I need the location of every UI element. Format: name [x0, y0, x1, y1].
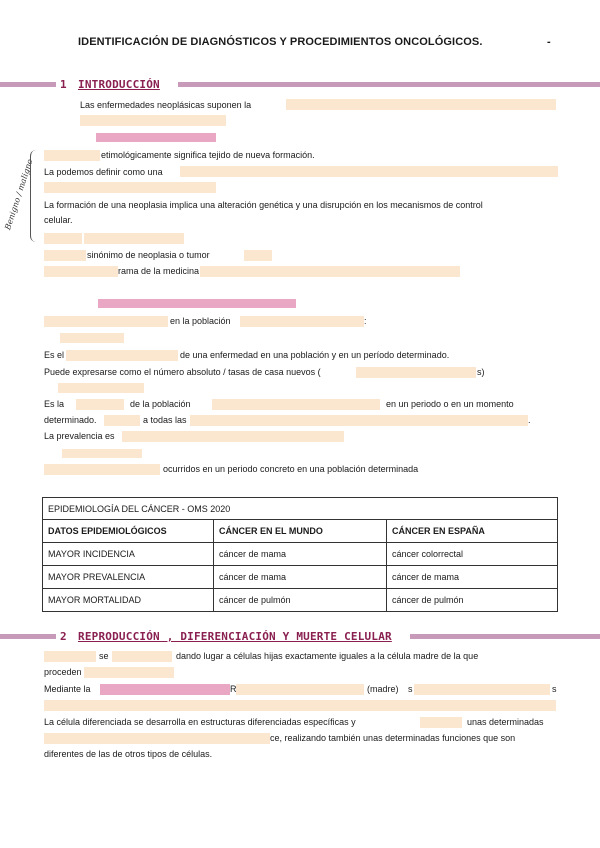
table-cell: cáncer colorrectal: [387, 543, 558, 566]
highlight-redacted: [44, 250, 86, 261]
highlight-redacted: [286, 99, 556, 110]
intro-text-line: Las enfermedades neoplásicas suponen la: [80, 100, 252, 110]
highlight-redacted: [76, 399, 124, 410]
table-cell: MAYOR MORTALIDAD: [43, 589, 214, 612]
section-2-number: 2: [60, 630, 67, 643]
epidemiologia-table: [42, 497, 558, 612]
highlight-redacted: [60, 333, 124, 343]
margin-brace: [30, 150, 39, 242]
diferenciada-line: La célula diferenciada se desarrolla en estructuras diferenciadas específicas y: [44, 717, 356, 727]
highlight-redacted: [44, 233, 82, 244]
mediante-line: Mediante la: [44, 684, 91, 694]
reproduccion-line-se: se: [99, 651, 109, 661]
celular-line: celular.: [44, 215, 73, 225]
highlight-redacted: [104, 415, 140, 426]
section-bar-right: [178, 82, 600, 87]
poblacion-line: en la población: [170, 316, 231, 326]
table-row: [43, 566, 558, 589]
table-header-cell: CÁNCER EN ESPAÑA: [387, 520, 558, 543]
sinonimo-line: sinónimo de neoplasia o tumor: [87, 250, 210, 260]
etimologia-line: etimológicamente significa tejido de nueva formación.: [101, 150, 315, 160]
section-1-number: 1: [60, 78, 67, 91]
table-cell: cáncer de mama: [387, 566, 558, 589]
proceden-line: proceden: [44, 667, 82, 677]
diferenciada-line-end: unas determinadas: [467, 717, 544, 727]
poblacion-colon: :: [364, 316, 367, 326]
a-todas-period: .: [528, 415, 531, 425]
subheading-highlight: [98, 299, 296, 308]
es-el-line-end: de una enfermedad en una población y en un período determinado.: [180, 350, 450, 360]
highlight-redacted: [244, 250, 272, 261]
mediante-s2: s: [552, 684, 557, 694]
highlight-redacted: [62, 449, 142, 458]
puede-line-end: s): [477, 367, 485, 377]
pink-highlight: [100, 684, 230, 695]
table-header-cell: DATOS EPIDEMIOLÓGICOS: [43, 520, 214, 543]
table-row: [43, 543, 558, 566]
section-bar-left: [0, 634, 56, 639]
section-1-title: INTRODUCCIÓN: [78, 78, 160, 91]
section-2-title: REPRODUCCIÓN , DIFERENCIACIÓN Y MUERTE CELULAR: [78, 630, 392, 643]
highlight-redacted: [44, 733, 270, 744]
highlight-redacted: [44, 182, 216, 193]
document-title: IDENTIFICACIÓN DE DIAGNÓSTICOS Y PROCEDIMIENTOS ONCOLÓGICOS.: [78, 36, 483, 48]
table-cell: cáncer de mama: [214, 543, 387, 566]
puede-line: Puede expresarse como el número absoluto / tasas de casa nuevos (: [44, 367, 321, 377]
table-header-cell: CÁNCER EN EL MUNDO: [214, 520, 387, 543]
section-bar-right: [410, 634, 600, 639]
highlight-redacted: [122, 431, 344, 442]
highlight-redacted: [212, 399, 380, 410]
highlight-redacted: [200, 266, 460, 277]
highlight-redacted: [44, 464, 160, 475]
es-la-line-end: en un periodo o en un momento: [386, 399, 514, 409]
highlight-redacted: [84, 233, 184, 244]
highlight-redacted: [356, 367, 476, 378]
section-bar-left: [0, 82, 56, 87]
highlight-redacted: [420, 717, 462, 728]
table-cell: cáncer de mama: [214, 566, 387, 589]
determinado-line: determinado.: [44, 415, 97, 425]
a-todas-line: a todas las: [143, 415, 187, 425]
highlight-redacted: [80, 115, 226, 126]
highlight-redacted: [112, 651, 172, 662]
highlight-redacted: [414, 684, 550, 695]
margin-handwritten-note: Benigno / maligno: [3, 158, 35, 231]
prevalencia-line: La prevalencia es: [44, 431, 115, 441]
table-row: [43, 589, 558, 612]
table-cell: MAYOR INCIDENCIA: [43, 543, 214, 566]
highlight-redacted: [180, 166, 558, 177]
definicion-line: La podemos definir como una: [44, 167, 163, 177]
formacion-line: La formación de una neoplasia implica una alteración genética y una disrupción en los mecanismos de control: [44, 200, 483, 210]
highlight-redacted: [240, 316, 364, 327]
es-la-line-mid: de la población: [130, 399, 191, 409]
table-cell: cáncer de pulmón: [387, 589, 558, 612]
header-dash: -: [547, 36, 551, 48]
diferentes-line: diferentes de las de otros tipos de células.: [44, 749, 213, 759]
mediante-s1: s: [408, 684, 413, 694]
highlight-redacted: [44, 316, 168, 327]
highlight-redacted: [58, 383, 144, 393]
es-la-line-start: Es la: [44, 399, 65, 409]
es-el-line-start: Es el: [44, 350, 65, 360]
highlight-redacted: [84, 667, 174, 678]
highlight-redacted: [190, 415, 528, 426]
highlight-redacted: [44, 700, 556, 711]
table-cell: MAYOR PREVALENCIA: [43, 566, 214, 589]
ocurridos-line: ocurridos en un periodo concreto en una población determinada: [163, 464, 419, 474]
table-cell: cáncer de pulmón: [214, 589, 387, 612]
highlight-redacted: [44, 651, 96, 662]
highlight-redacted: [44, 266, 118, 277]
highlight-redacted: [44, 150, 100, 161]
mediante-R: R: [230, 684, 237, 694]
highlight-redacted: [236, 684, 364, 695]
reproduccion-line: dando lugar a células hijas exactamente iguales a la célula madre de la que: [176, 651, 479, 661]
subheading-highlight: [96, 133, 216, 142]
table-caption: EPIDEMIOLOGÍA DEL CÁNCER - OMS 2020: [43, 498, 558, 520]
highlight-redacted: [66, 350, 178, 361]
funciones-line: ce, realizando también unas determinadas funciones que son: [270, 733, 516, 743]
rama-line: rama de la medicina: [118, 266, 200, 276]
mediante-madre: (madre): [367, 684, 399, 694]
